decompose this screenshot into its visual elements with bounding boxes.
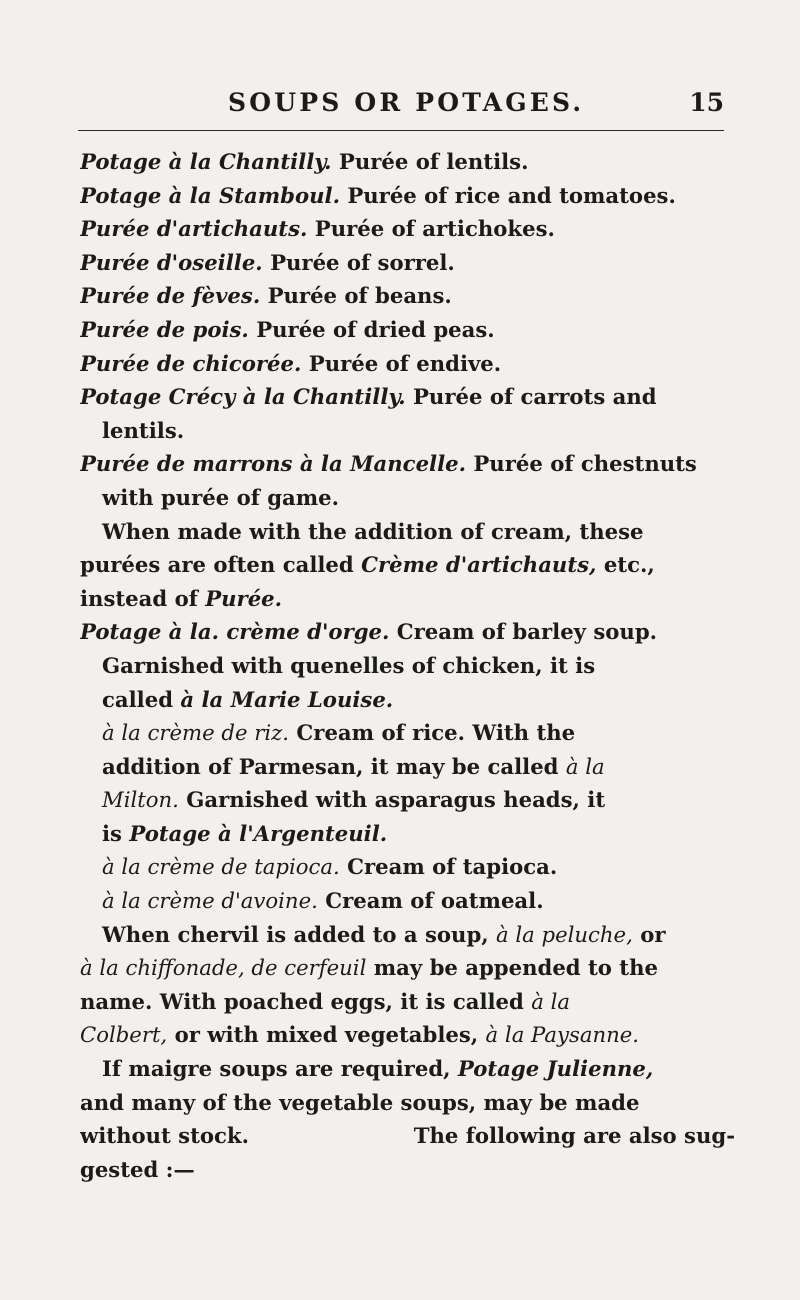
soup-name: Purée de pois. xyxy=(80,316,249,342)
soup-description: called xyxy=(102,686,181,712)
soup-name: Purée d'artichauts. xyxy=(80,216,308,242)
paragraph-text: When chervil is added to a soup, xyxy=(102,921,497,947)
text-line xyxy=(80,850,735,884)
paragraph-text: without stock. xyxy=(80,1123,249,1149)
soup-name: Purée. xyxy=(205,585,283,611)
soup-name: à la Paysanne. xyxy=(485,1022,640,1048)
soup-name: Potage à l'Argenteuil. xyxy=(129,820,388,846)
paragraph-text: may be appended to the xyxy=(366,955,658,981)
paragraph-text: purées are often called xyxy=(80,552,362,578)
soup-name: Potage Julienne, xyxy=(457,1056,654,1082)
paragraph-text: gested :— xyxy=(80,1156,195,1182)
soup-description: Purée of endive. xyxy=(301,350,502,376)
soup-name: Purée de fèves. xyxy=(80,283,261,309)
soup-description: Purée of chestnuts xyxy=(466,451,697,477)
soup-name: à la Marie Louise. xyxy=(180,686,394,712)
text-line xyxy=(80,380,735,414)
soup-description: Garnished with asparagus heads, it xyxy=(178,787,606,813)
soup-description: Purée of artichokes. xyxy=(307,216,555,242)
soup-description: Cream of rice. With the xyxy=(289,720,576,746)
text-line xyxy=(80,447,735,481)
text-line xyxy=(80,347,735,381)
text-line xyxy=(80,582,735,616)
header-rule xyxy=(78,130,724,131)
text-line xyxy=(80,1153,735,1187)
soup-name: à la crème d'avoine. xyxy=(102,888,318,914)
text-line xyxy=(80,1052,735,1086)
text-line xyxy=(80,716,735,750)
soup-description: with purée of game. xyxy=(102,484,340,510)
text-line xyxy=(80,783,735,817)
soup-name: Purée de chicorée. xyxy=(80,350,302,376)
text-line xyxy=(80,1086,735,1120)
soup-description: addition of Parmesan, it may be called xyxy=(102,753,566,779)
text-line xyxy=(80,313,735,347)
text-line xyxy=(80,951,735,985)
running-head xyxy=(78,88,724,128)
text-line xyxy=(80,145,735,179)
soup-name: Potage à la. crème d'orge. xyxy=(80,619,390,645)
soup-description: Cream of barley soup. xyxy=(389,619,658,645)
soup-description: Cream of tapioca. xyxy=(339,854,558,880)
soup-name: à la xyxy=(531,988,571,1014)
soup-name: Purée de marrons à la Mancelle. xyxy=(80,451,466,477)
text-line xyxy=(80,548,735,582)
paragraph-text: When made with the addition of cream, these xyxy=(102,518,644,544)
text-line xyxy=(80,279,735,313)
text-line xyxy=(80,615,735,649)
soup-name: à la xyxy=(565,753,605,779)
body-text xyxy=(80,145,735,1186)
soup-description: Purée of rice and tomatoes. xyxy=(339,182,676,208)
soup-name: Colbert, xyxy=(80,1022,168,1048)
text-line xyxy=(80,750,735,784)
soup-name: Crème d'artichauts, xyxy=(361,552,597,578)
paragraph-text: and many of the vegetable soups, may be made xyxy=(80,1089,640,1115)
soup-name: Purée d'oseille. xyxy=(80,249,263,275)
soup-name: Potage à la Stamboul. xyxy=(80,182,340,208)
soup-description: Garnished with quenelles of chicken, it is xyxy=(102,652,596,678)
text-line xyxy=(80,1018,735,1052)
page-number: 15 xyxy=(689,88,724,117)
soup-description: Purée of dried peas. xyxy=(248,316,495,342)
text-line xyxy=(80,515,735,549)
text-line xyxy=(80,414,735,448)
text-line xyxy=(80,179,735,213)
text-line xyxy=(80,817,735,851)
paragraph-text: If maigre soups are required, xyxy=(102,1056,458,1082)
soup-description: Purée of beans. xyxy=(260,283,452,309)
soup-name: à la crème de tapioca. xyxy=(102,854,340,880)
running-title: SOUPS OR POTAGES. xyxy=(228,88,585,117)
soup-name: Milton. xyxy=(102,787,179,813)
paragraph-text: or with mixed vegetables, xyxy=(167,1022,486,1048)
text-line xyxy=(80,212,735,246)
paragraph-text: The following are also sug- xyxy=(413,1123,735,1149)
text-line xyxy=(80,985,735,1019)
paragraph-text: or xyxy=(632,921,666,947)
text-line xyxy=(80,918,735,952)
soup-description: is xyxy=(102,820,130,846)
text-line xyxy=(80,481,735,515)
soup-description: Purée of carrots and xyxy=(405,384,657,410)
text-line xyxy=(80,649,735,683)
soup-description: Cream of oatmeal. xyxy=(317,888,544,914)
text-line xyxy=(80,246,735,280)
soup-description: Purée of lentils. xyxy=(331,149,529,174)
text-line xyxy=(80,683,735,717)
soup-name: à la peluche, xyxy=(496,921,633,947)
soup-name: Potage Crécy à la Chantilly. xyxy=(80,384,406,410)
soup-name: à la crème de riz. xyxy=(102,720,290,746)
text-line xyxy=(80,1119,735,1153)
paragraph-text: name. With poached eggs, it is called xyxy=(80,988,532,1014)
soup-name: Potage à la Chantilly. xyxy=(80,149,332,174)
paragraph-text: instead of xyxy=(80,585,206,611)
paragraph-text: etc., xyxy=(596,552,655,578)
soup-name: à la chiffonade, de cerfeuil xyxy=(80,955,367,981)
soup-description: lentils. xyxy=(102,417,185,443)
text-line xyxy=(80,884,735,918)
soup-description: Purée of sorrel. xyxy=(262,249,455,275)
